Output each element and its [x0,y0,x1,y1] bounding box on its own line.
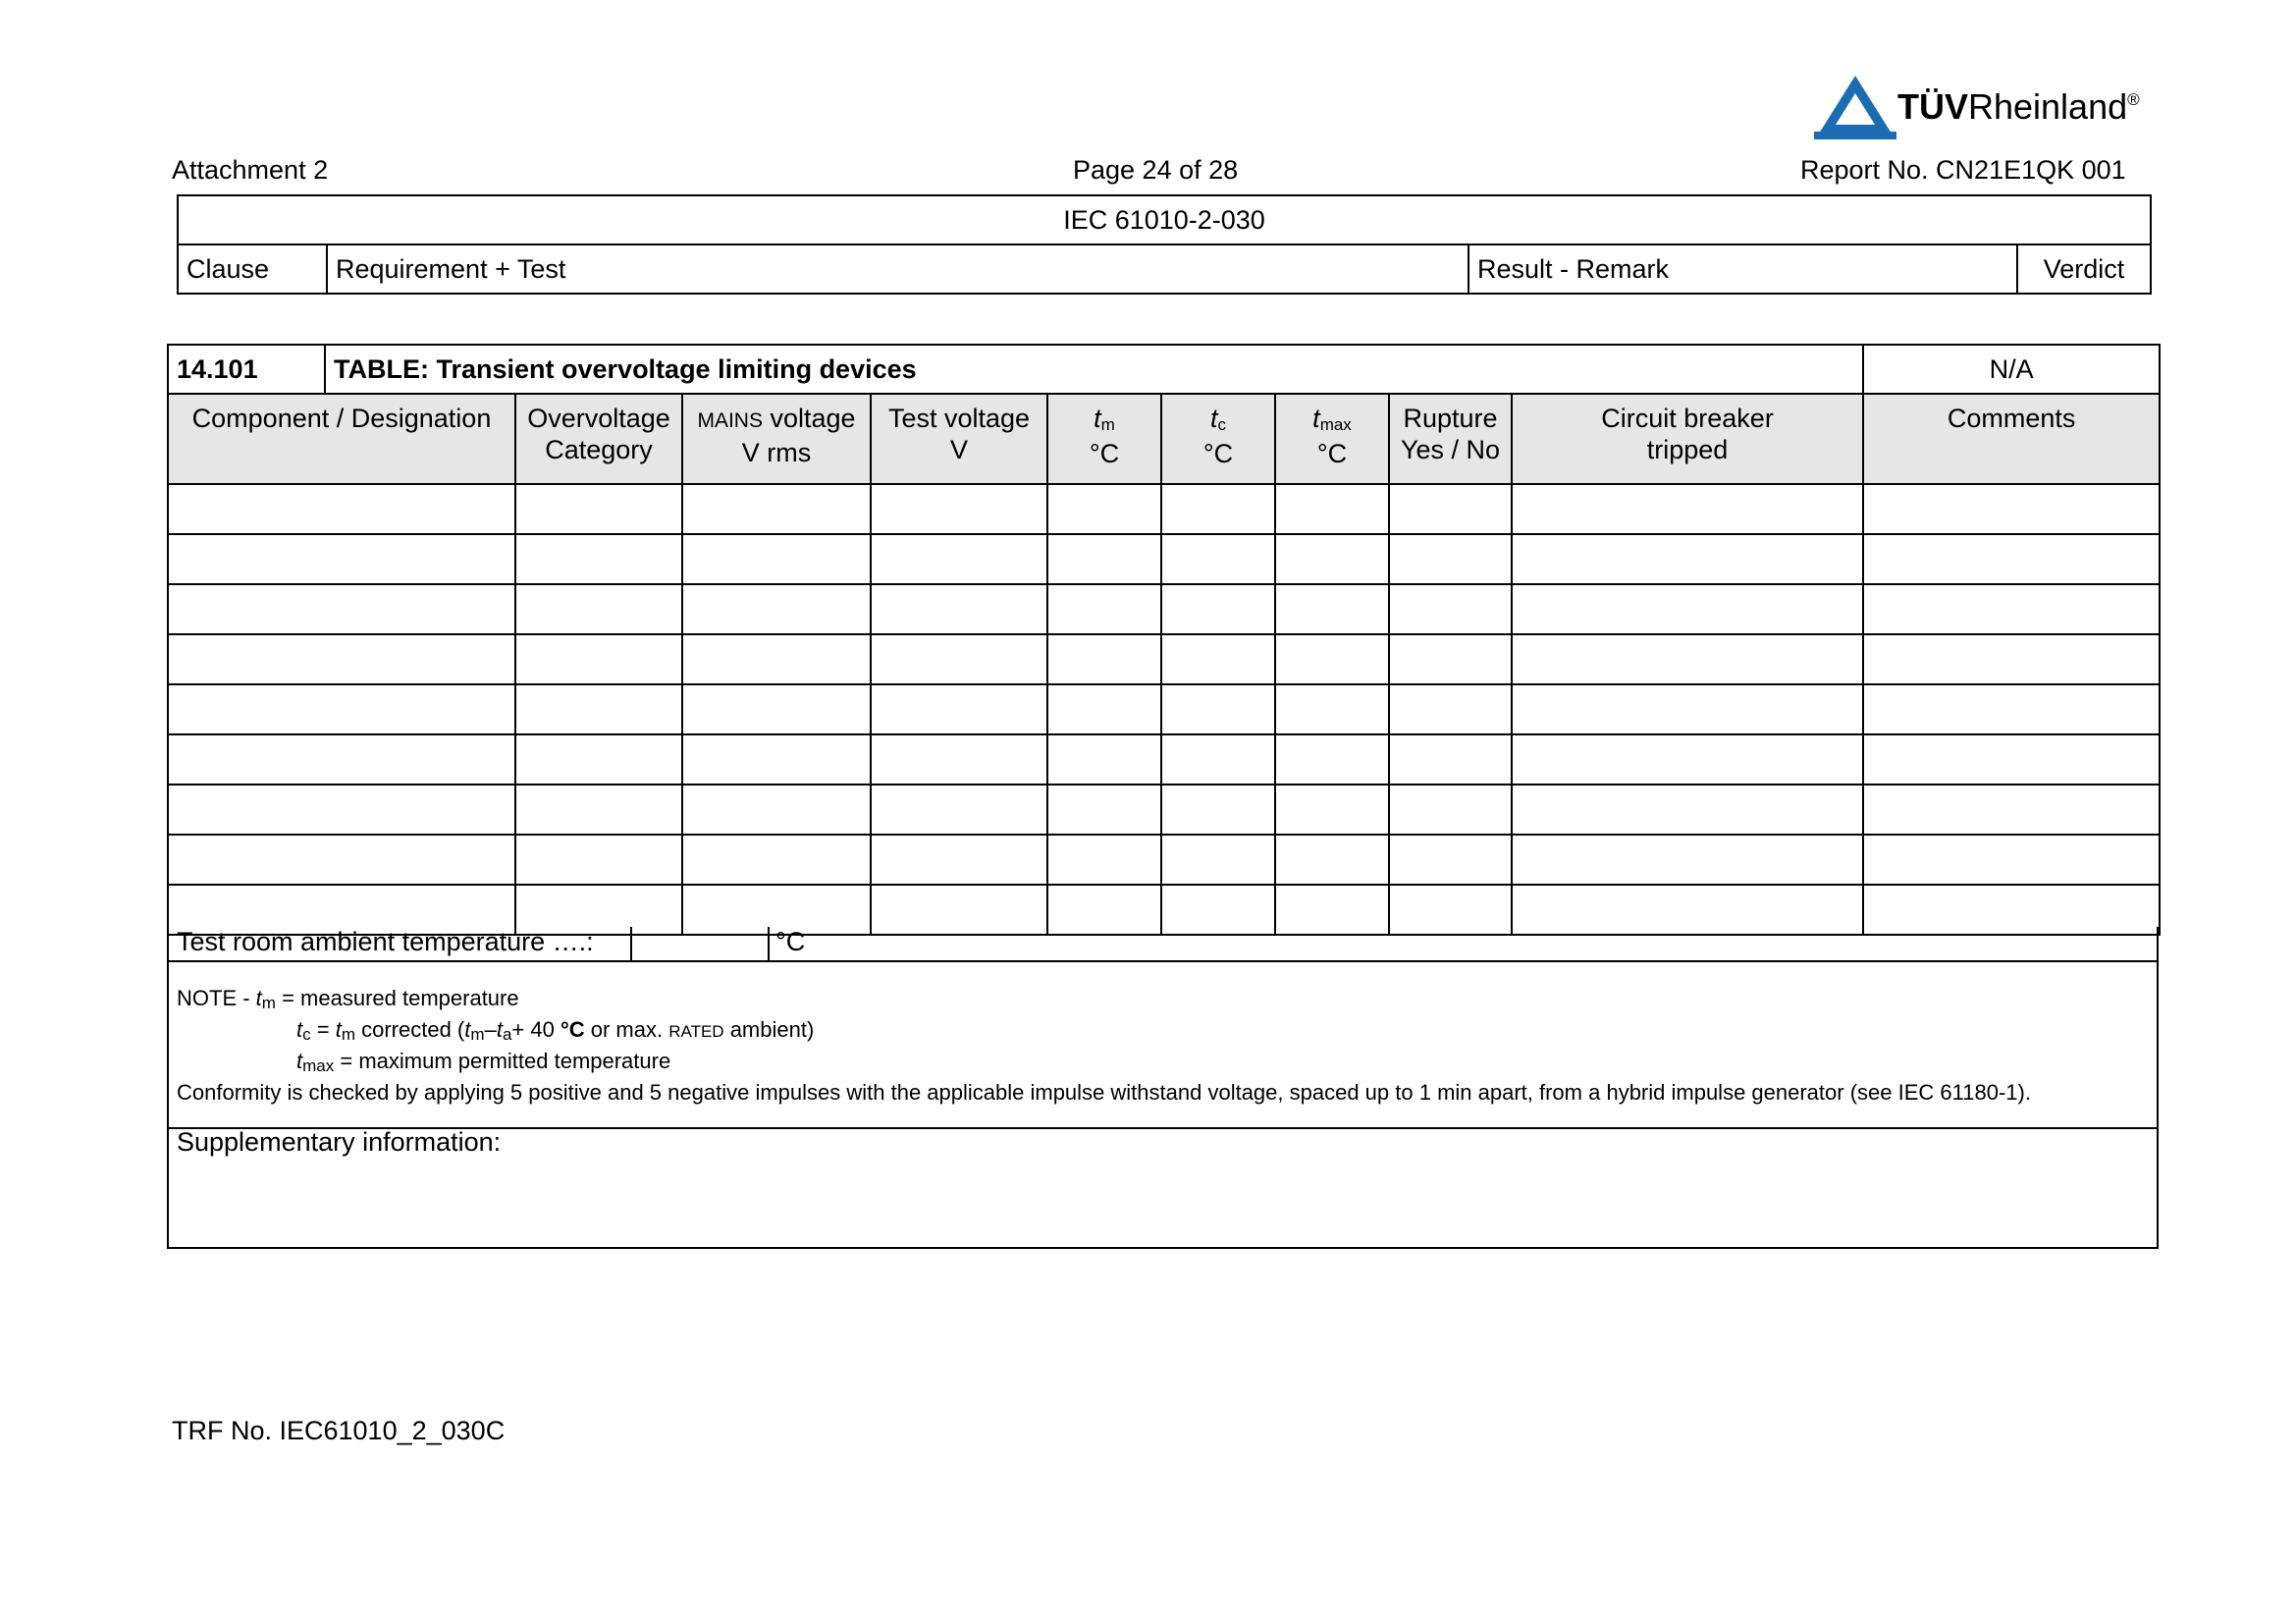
table-row [168,584,2160,634]
col-rupture: Rupture Yes / No [1389,394,1512,484]
col-test-voltage: Test voltage V [871,394,1047,484]
clause-number: 14.101 [168,345,325,394]
col-component: Component / Designation [168,394,515,484]
table-row [168,835,2160,885]
table-row [168,534,2160,584]
table-row [168,734,2160,785]
col-verdict: Verdict [2017,244,2151,294]
notes-section [167,960,2159,1129]
supplementary-label: Supplementary information: [177,1127,502,1157]
page-number: Page 24 of 28 [1073,155,1239,185]
table-row [168,484,2160,534]
standard-header-table [177,194,2152,295]
trf-number: TRF No. IEC61010_2_030C [172,1416,506,1445]
verdict-value: N/A [1863,345,2160,394]
note-conformity: Conformity is checked by applying 5 positive and 5 negative impulses with the applicable impulse withstand voltage, spaced up to 1 min apart, from a hybrid impulse generator (see IEC 61180-1). [177,1080,2031,1105]
report-number: Report No. CN21E1QK 001 [1800,155,2126,185]
table-row [168,634,2160,684]
note-tmax: tmax = maximum permitted temperature [296,1049,671,1075]
col-tmax: tmax °C [1275,394,1389,484]
note-tc: tc = tm corrected (tm–ta+ 40 °C or max. RATED ambient) [296,1017,815,1044]
ambient-temperature-row [167,927,2159,962]
col-circuit-breaker: Circuit breaker tripped [1512,394,1863,484]
ambient-unit: °C [775,927,806,956]
transient-overvoltage-table [167,344,2161,936]
supplementary-section [167,1127,2159,1249]
attachment-label: Attachment 2 [172,155,329,185]
logo-wordmark: TÜVRheinland® [1897,86,2140,127]
note-tm: NOTE - tm = measured temperature [177,986,519,1012]
standard-title: IEC 61010-2-030 [178,195,2151,244]
col-result: Result - Remark [1468,244,2017,294]
col-tm: tm °C [1047,394,1161,484]
ambient-value-field[interactable] [632,927,768,960]
col-mains-voltage: MAINS voltage V rms [682,394,871,484]
table-title: TABLE: Transient overvoltage limiting devices [325,345,1863,394]
col-clause: Clause [178,244,327,294]
table-row [168,684,2160,734]
col-tc: tc °C [1161,394,1275,484]
ambient-label: Test room ambient temperature ….: [177,927,594,956]
col-comments: Comments [1863,394,2160,484]
table-row [168,785,2160,835]
col-requirement: Requirement + Test [327,244,1468,294]
col-overvoltage-category: Overvoltage Category [515,394,682,484]
